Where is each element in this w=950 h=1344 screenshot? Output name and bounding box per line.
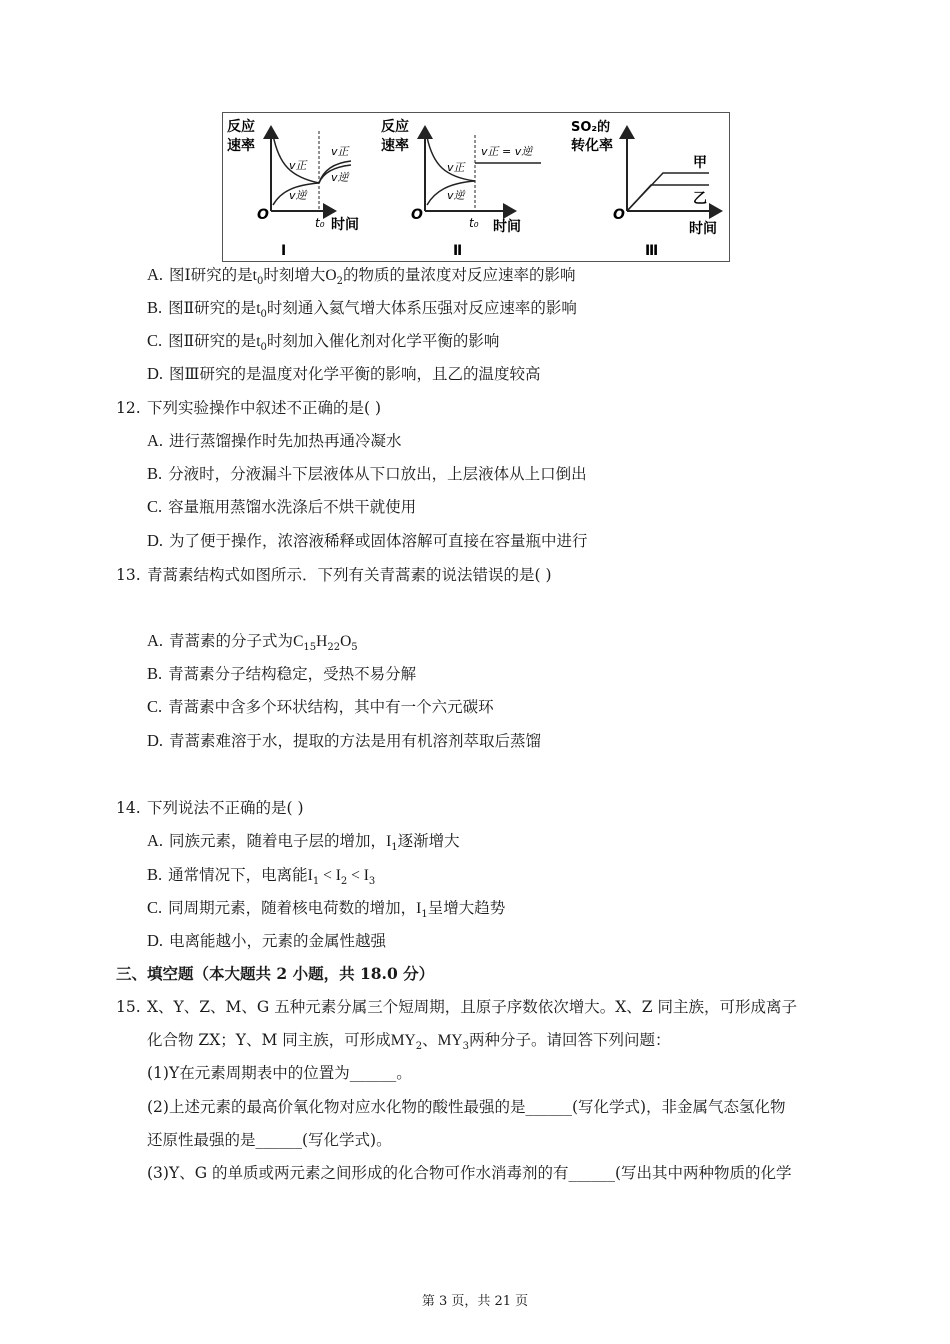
- panel-1: [227, 118, 359, 259]
- panel1-v-fwd-left: v正: [289, 159, 307, 172]
- q13-number: 13.: [116, 566, 141, 584]
- panel2-t0: t₀: [469, 216, 479, 230]
- q11-option-d: D. 图Ⅲ研究的是温度对化学平衡的影响，且乙的温度较高: [147, 364, 541, 383]
- q14-option-a: A. 同族元素，随着电子层的增加，$I_1$逐渐增大: [147, 831, 460, 853]
- page-footer: 第 3 页，共 21 页: [421, 1294, 529, 1309]
- q13-option-c: C. 青蒿素中含多个环状结构，其中有一个六元碳环: [147, 697, 494, 716]
- panel1-ylabel-2: 速率: [227, 138, 255, 154]
- panel2-v-rev: v逆: [447, 189, 465, 202]
- q14-option-d: D. 电离能越小，元素的金属性越强: [147, 931, 387, 950]
- q12-option-b: B. 分液时，分液漏斗下层液体从下口放出，上层液体从上口倒出: [147, 464, 587, 483]
- panel2-equal-label: v正 = v逆: [481, 145, 533, 158]
- q14-number: 14.: [116, 799, 141, 817]
- panel2-xlabel: 时间: [493, 219, 521, 235]
- panel1-v-rev-right: v逆: [331, 171, 349, 184]
- panel1-t0: t₀: [315, 216, 325, 230]
- q15-line1: X、Y、Z、M、G 五种元素分属三个短周期，且原子序数依次增大。X、Z 同主族，可形成离子: [147, 998, 797, 1016]
- panel3-series-a-label: 甲: [693, 155, 707, 171]
- panel-2: [381, 118, 541, 259]
- panel3-origin: O: [613, 207, 625, 223]
- q13-option-d: D. 青蒿素难溶于水，提取的方法是用有机溶剂萃取后蒸馏: [147, 731, 542, 750]
- q13-option-a: A. 青蒿素的分子式为$C_{15}H_{22}O_5$: [147, 631, 358, 653]
- q15-sub1: (1)Y在元素周期表中的位置为______。: [147, 1064, 412, 1082]
- q13-stem: 青蒿素结构式如图所示．下列有关青蒿素的说法错误的是( ): [147, 566, 552, 584]
- panel-3: [571, 119, 721, 259]
- q15-line2: 化合物 ZX；Y、M 同主族，可形成$MY_2$、$MY_3$两种分子。请回答下列问题：: [147, 1031, 671, 1052]
- q12-number: 12.: [116, 399, 141, 417]
- section-heading: 三、填空题（本大题共 2 小题，共 18.0 分）: [116, 964, 435, 983]
- q11-option-b: B. 图Ⅱ研究的是$t_0$时刻通入氦气增大体系压强对反应速率的影响: [147, 298, 577, 320]
- q14-option-b: B. 通常情况下，电离能$I_1 < I_2 < I_3$: [147, 865, 376, 887]
- panel1-roman: Ⅰ: [281, 243, 287, 259]
- panel1-v-rev-left: v逆: [289, 189, 307, 202]
- q15-sub2a: (2)上述元素的最高价氧化物对应水化物的酸性最强的是______(写化学式)，非金属气态氢化物: [147, 1098, 786, 1116]
- panel1-origin: O: [257, 207, 269, 223]
- q13-option-b: B. 青蒿素分子结构稳定，受热不易分解: [147, 664, 417, 683]
- panel1-v-fwd-right: v正: [331, 145, 349, 158]
- q12-stem: 下列实验操作中叙述不正确的是( ): [147, 399, 382, 417]
- q12-option-d: D. 为了便于操作，浓溶液稀释或固体溶解可直接在容量瓶中进行: [147, 531, 588, 550]
- reaction-rate-figure: [222, 112, 730, 262]
- panel3-ylabel-1: SO₂的: [571, 120, 611, 135]
- q11-option-c: C. 图Ⅱ研究的是$t_0$时刻加入催化剂对化学平衡的影响: [147, 331, 500, 353]
- q15-sub2b: 还原性最强的是______(写化学式)。: [147, 1131, 392, 1149]
- panel2-v-fwd-curve: [427, 137, 475, 181]
- panel1-ylabel-1: 反应: [227, 119, 255, 135]
- q14-option-c: C. 同周期元素，随着核电荷数的增加，$I_1$呈增大趋势: [147, 898, 506, 920]
- figure-svg: [223, 113, 729, 261]
- panel3-series-b-label: 乙: [693, 191, 707, 207]
- panel2-v-fwd: v正: [447, 161, 465, 174]
- panel3-ylabel-2: 转化率: [571, 138, 613, 154]
- q15-sub3: (3)Y、G 的单质或两元素之间形成的化合物可作水消毒剂的有______(写出其中两种物质的化学: [147, 1164, 792, 1182]
- panel3-xlabel: 时间: [689, 221, 717, 237]
- panel2-ylabel-1: 反应: [381, 119, 409, 135]
- panel2-ylabel-2: 速率: [381, 138, 409, 154]
- panel2-roman: Ⅱ: [453, 243, 463, 259]
- q15-number: 15.: [116, 998, 141, 1016]
- panel3-roman: Ⅲ: [645, 243, 659, 259]
- q11-option-a: A. 图Ⅰ研究的是$t_0$时刻增大$O_2$的物质的量浓度对反应速率的影响: [147, 265, 576, 287]
- panel1-xlabel: 时间: [331, 217, 359, 233]
- q12-option-a: A. 进行蒸馏操作时先加热再通冷凝水: [147, 431, 402, 450]
- q14-stem: 下列说法不正确的是( ): [147, 799, 304, 817]
- q12-option-c: C. 容量瓶用蒸馏水洗涤后不烘干就使用: [147, 497, 417, 516]
- panel2-origin: O: [411, 207, 423, 223]
